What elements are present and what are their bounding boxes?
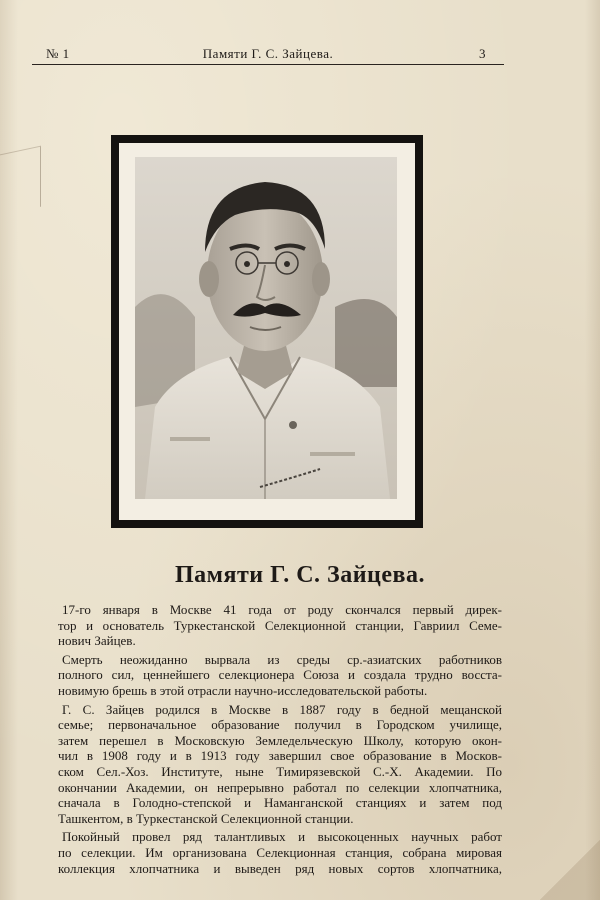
text-line: Покойный провел ряд талантливых и высокоценных научных работ xyxy=(62,829,502,845)
text-line: сначала в Голодно-степской и Наманганской станциях и затем под xyxy=(58,795,502,811)
article-body xyxy=(58,602,502,879)
text-line: Ташкентом, в Туркестанской Селекционной станции. xyxy=(58,810,354,826)
text-line: затем перешел в Московскую Земледельческую Школу, которую окон- xyxy=(58,732,502,748)
text-line: полного сил, ценнейшего селекционера Союза и создала трудно восста- xyxy=(58,667,502,683)
text-line: ском Сел.-Хоз. Институте, ныне Тимирязевской С.-Х. Академии. По xyxy=(58,763,502,779)
text-line: окончании Академии, он непрерывно работал по селекции хлопчатника, xyxy=(58,779,502,795)
text-line: Смерть неожиданно вырвала из среды ср.-азиатских работников xyxy=(62,651,502,667)
text-line: семье; первоначальное образование получил в Городском училище, xyxy=(58,717,502,733)
paper-fold xyxy=(540,840,600,900)
text-line: Г. С. Зайцев родился в Москве в 1887 году в бедной мещанской xyxy=(62,701,502,717)
portrait-illustration xyxy=(135,157,397,499)
portrait-photo xyxy=(135,157,397,499)
paragraph xyxy=(58,829,502,876)
issue-number: № 1 xyxy=(46,46,70,61)
paragraph xyxy=(58,702,502,827)
paragraph xyxy=(58,652,502,699)
page-number: 3 xyxy=(479,46,486,61)
running-title: Памяти Г. С. Зайцева. xyxy=(202,46,334,61)
text-line: коллекция хлопчатника и выведен ряд новых сортов хлопчатника, xyxy=(58,860,502,876)
text-line: по селекции. Им организована Селекционная станция, собрана мировая xyxy=(58,844,502,860)
text-line: нович Зайцев. xyxy=(58,633,136,649)
text-line: тор и основатель Туркестанской Селекционной станции, Гавриил Семе- xyxy=(58,617,502,633)
text-line: чил в 1908 году и в 1913 году завершил свое образование в Москов- xyxy=(58,748,502,764)
paper-tear xyxy=(0,146,41,216)
text-line: 17-го января в Москве 41 года от роду скончался первый дирек- xyxy=(62,602,502,617)
text-line: новимую брешь в этой отрасли научно-исследовательской работы. xyxy=(58,682,428,698)
article-title: Памяти Г. С. Зайцева. xyxy=(175,562,425,588)
paragraph xyxy=(58,602,502,649)
running-header xyxy=(32,42,504,65)
